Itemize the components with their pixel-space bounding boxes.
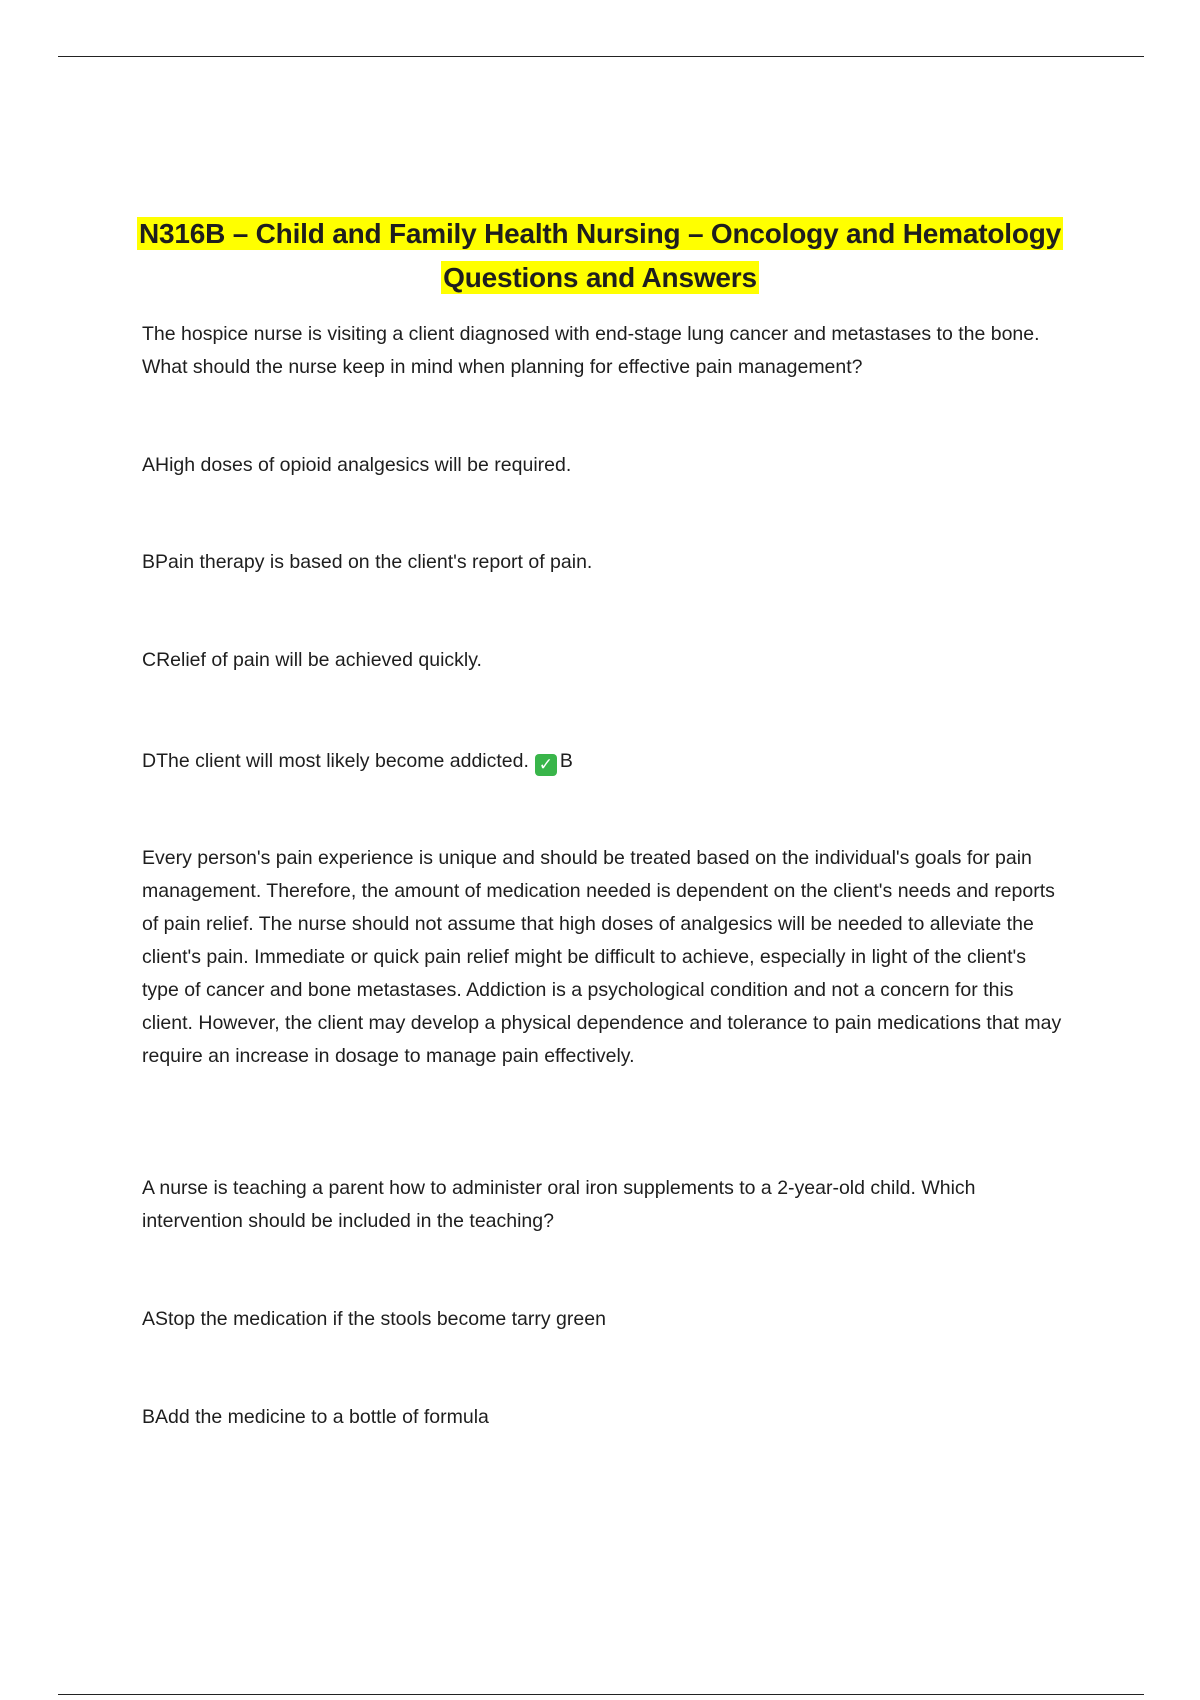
question-2-stem: A nurse is teaching a parent how to administer oral iron supplements to a 2-year-old child. Which intervention should be included in the teaching?: [142, 1177, 976, 1232]
question-1-option-d-row: [142, 745, 1062, 778]
check-mark-icon: ✓: [535, 754, 557, 776]
bottom-rule: [58, 1694, 1144, 1695]
question-1-option-b: BPain therapy is based on the client's report of pain.: [142, 551, 593, 573]
question-1-option-a: AHigh doses of opioid analgesics will be required.: [142, 454, 572, 476]
question-1-option-c: CRelief of pain will be achieved quickly.: [142, 649, 482, 671]
question-2-option-a: AStop the medication if the stools become tarry green: [142, 1308, 606, 1330]
title-line-2: Questions and Answers: [443, 262, 757, 293]
question-1-answer: B: [559, 750, 573, 772]
document-title: [100, 212, 1100, 300]
question-1-rationale: Every person's pain experience is unique and should be treated based on the individual's goals for pain management. Therefore, the amount of medication needed is dependent on the client's needs and reports of pain relief. The nurse should not assume that high doses of analgesics will be needed to alleviate the client's pain. Immediate or quick pain relief might be difficult to achieve, especially in light of the client's type of cancer and bone metastases. Addiction is a psychological condition and not a concern for this client. However, the client may develop a physical dependence and tolerance to pain medications that may require an increase in dosage to manage pain effectively.: [142, 847, 1062, 1067]
title-line-1: N316B – Child and Family Health Nursing – Oncology and Hematology: [138, 218, 1062, 249]
question-1-option-d: DThe client will most likely become addicted.: [142, 750, 529, 772]
question-1-stem: The hospice nurse is visiting a client diagnosed with end-stage lung cancer and metastases to the bone. What should the nurse keep in mind when planning for effective pain management?: [142, 323, 1040, 378]
top-rule: [58, 56, 1144, 57]
question-2-option-b: BAdd the medicine to a bottle of formula: [142, 1406, 489, 1428]
